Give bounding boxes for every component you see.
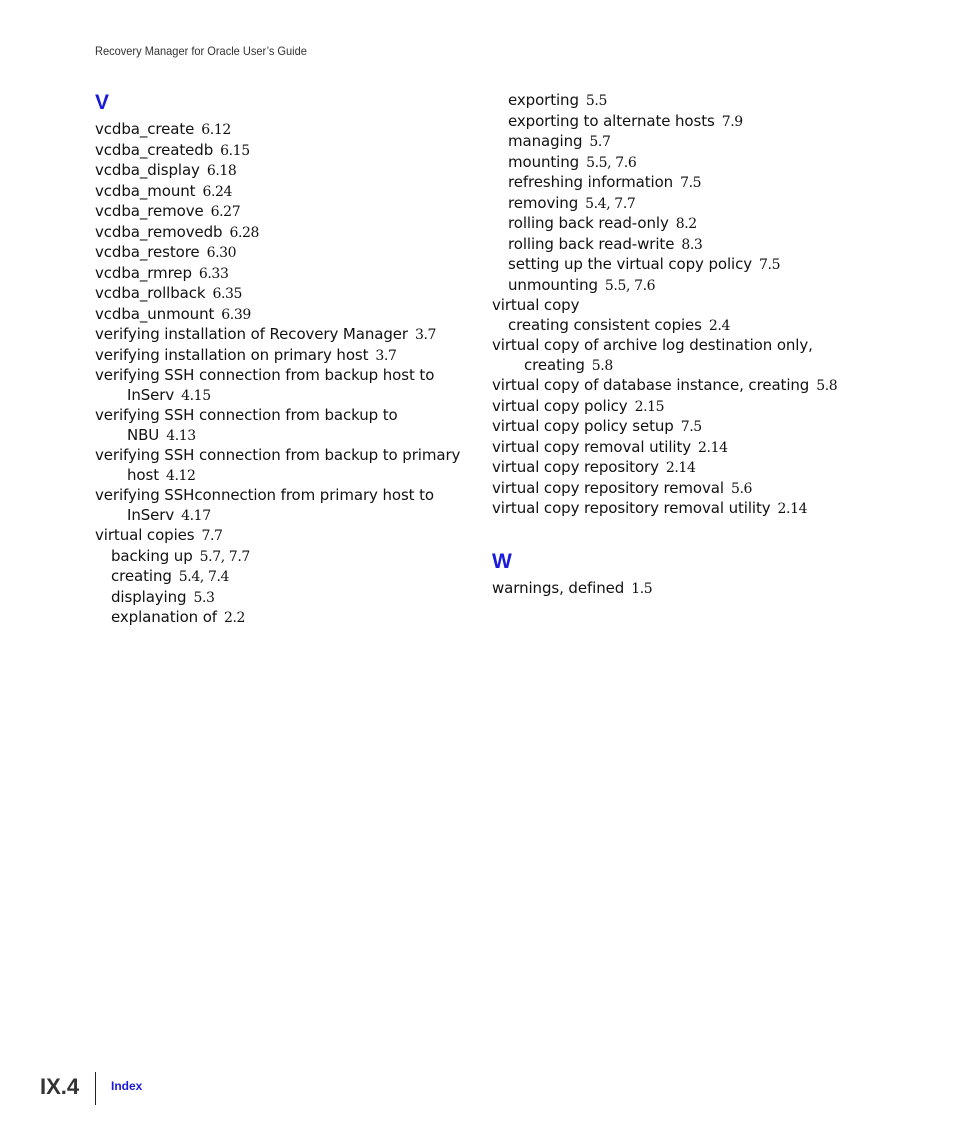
- index-entry: [492, 458, 872, 479]
- page-reference[interactable]: 2.14: [665, 460, 696, 476]
- index-column-left: [95, 91, 475, 629]
- index-entry: [492, 579, 872, 600]
- index-term: managing: [508, 132, 583, 150]
- index-term: warnings, defined: [492, 578, 625, 597]
- index-column-right: [492, 91, 872, 599]
- index-entry: [492, 296, 872, 316]
- page-reference[interactable]: 2.4: [708, 317, 730, 334]
- index-entry: [492, 438, 872, 459]
- index-entry: [95, 366, 475, 386]
- index-entry: [95, 325, 475, 346]
- index-entry: [95, 526, 475, 547]
- index-term: vcdba_removedb: [95, 222, 223, 241]
- index-term: host: [127, 465, 159, 484]
- index-term: virtual copy of database instance, creating: [492, 376, 810, 394]
- page-reference[interactable]: 5.5, 7.6: [586, 154, 637, 171]
- index-entry: [95, 264, 475, 285]
- index-entry: [492, 214, 872, 235]
- index-term: virtual copy policy setup: [492, 417, 674, 435]
- index-entry: [95, 223, 475, 244]
- page-reference[interactable]: 4.12: [165, 467, 196, 484]
- page-reference[interactable]: 6.33: [198, 265, 229, 282]
- index-term: verifying SSH connection from backup to primary: [95, 446, 461, 464]
- index-term: verifying SSHconnection from primary host to: [95, 486, 434, 504]
- index-entry: [492, 479, 872, 500]
- index-term: vcdba_create: [95, 120, 195, 138]
- index-term: InServ: [127, 505, 175, 524]
- page-reference[interactable]: 6.24: [202, 183, 233, 200]
- index-entry: [492, 417, 872, 438]
- index-entry: [95, 567, 475, 588]
- page-reference[interactable]: 7.5: [680, 419, 702, 435]
- index-entry: [95, 346, 475, 367]
- index-letter-heading: W: [492, 549, 512, 573]
- index-term: creating: [524, 355, 585, 374]
- index-term: rolling back read-only: [508, 214, 669, 232]
- index-term: vcdba_rollback: [95, 284, 206, 302]
- index-entry: [492, 153, 872, 174]
- index-entry: [95, 161, 475, 182]
- index-term: exporting to alternate hosts: [508, 111, 715, 130]
- page-reference[interactable]: 5.6: [730, 480, 753, 497]
- index-term: verifying SSH connection from backup host to: [95, 366, 435, 384]
- index-entry: [95, 588, 475, 609]
- index-term: mounting: [508, 152, 580, 171]
- index-term: refreshing information: [508, 173, 674, 191]
- index-term: verifying installation of Recovery Manager: [95, 325, 408, 343]
- page-reference[interactable]: 5.8: [816, 378, 838, 394]
- page-reference[interactable]: 2.15: [634, 398, 665, 415]
- index-entry: [95, 426, 475, 447]
- index-term: InServ: [127, 385, 175, 404]
- index-term: vcdba_createdb: [95, 140, 214, 159]
- page-reference[interactable]: 4.13: [166, 427, 196, 444]
- index-term: removing: [508, 193, 579, 212]
- index-term: vcdba_rmrep: [95, 263, 192, 282]
- page-reference[interactable]: 5.5: [585, 93, 607, 109]
- index-term: exporting: [508, 91, 579, 109]
- page-reference[interactable]: 6.18: [206, 163, 237, 179]
- index-term: vcdba_mount: [95, 181, 196, 200]
- page-reference[interactable]: 7.9: [721, 113, 743, 130]
- page-reference[interactable]: 3.7: [375, 347, 397, 364]
- index-term: virtual copy repository removal: [492, 478, 724, 497]
- running-header: Recovery Manager for Oracle User’s Guide: [95, 44, 307, 58]
- index-entry: [95, 182, 475, 203]
- page-reference[interactable]: 5.3: [193, 589, 215, 606]
- footer-section-label: Index: [111, 1079, 143, 1093]
- index-entry: [95, 141, 475, 162]
- index-entry: [492, 356, 872, 377]
- index-term: virtual copies: [95, 526, 195, 544]
- index-entry: [492, 255, 872, 276]
- index-entry: [492, 376, 872, 397]
- index-entry: [95, 506, 475, 527]
- page-reference[interactable]: 2.14: [777, 501, 808, 517]
- index-entry: [95, 446, 475, 466]
- index-term: vcdba_display: [95, 161, 200, 179]
- index-entry: [95, 386, 475, 407]
- index-entry: [492, 499, 872, 520]
- index-entry: [95, 486, 475, 506]
- index-term: displaying: [111, 587, 187, 606]
- index-term: virtual copy repository: [492, 458, 659, 476]
- index-entry: [492, 132, 872, 153]
- index-term: virtual copy repository removal utility: [492, 499, 771, 517]
- index-entry: [492, 397, 872, 418]
- page-reference[interactable]: 1.5: [631, 580, 653, 597]
- index-entry: [492, 316, 872, 337]
- page-reference[interactable]: 7.5: [680, 175, 702, 191]
- index-entry: [95, 608, 475, 629]
- page-reference[interactable]: 5.5, 7.6: [604, 277, 656, 294]
- index-entry: [492, 194, 872, 215]
- page-reference[interactable]: 4.17: [181, 507, 211, 524]
- page-reference[interactable]: 5.4, 7.4: [178, 569, 230, 585]
- page-reference[interactable]: 4.15: [181, 387, 211, 404]
- index-entry: [95, 243, 475, 264]
- index-entry: [492, 112, 872, 133]
- page-reference[interactable]: 7.7: [201, 528, 223, 544]
- index-term: creating: [111, 567, 172, 585]
- page-reference[interactable]: 6.27: [210, 204, 241, 220]
- index-term: verifying SSH connection from backup to: [95, 406, 398, 424]
- page-reference[interactable]: 6.15: [220, 142, 250, 159]
- index-term: virtual copy policy: [492, 396, 628, 415]
- index-term: NBU: [127, 425, 160, 444]
- page-reference[interactable]: 3.7: [414, 327, 437, 343]
- page-reference[interactable]: 8.3: [681, 236, 703, 253]
- index-term: vcdba_restore: [95, 243, 200, 261]
- page-reference[interactable]: 2.14: [698, 439, 728, 456]
- index-entry: [95, 284, 475, 305]
- footer-divider: [95, 1072, 96, 1105]
- index-entry: [492, 173, 872, 194]
- index-entry: [95, 202, 475, 223]
- index-term: rolling back read-write: [508, 234, 675, 253]
- page-reference[interactable]: 2.2: [223, 610, 246, 626]
- index-entry: [95, 406, 475, 426]
- section-spacer: [492, 520, 872, 550]
- index-entry: [95, 305, 475, 326]
- index-term: unmounting: [508, 275, 598, 294]
- page-reference[interactable]: 8.2: [675, 216, 697, 232]
- index-entry: [492, 276, 872, 297]
- index-term: vcdba_unmount: [95, 304, 215, 323]
- page-reference[interactable]: 6.30: [206, 245, 237, 261]
- index-entry: [492, 91, 872, 112]
- index-entry: [95, 547, 475, 568]
- page-reference[interactable]: 6.28: [229, 224, 260, 241]
- index-entry: [95, 120, 475, 141]
- page-reference[interactable]: 6.35: [212, 286, 243, 302]
- page-reference[interactable]: 6.39: [221, 306, 251, 323]
- index-term: virtual copy of archive log destination only,: [492, 336, 813, 354]
- page-number: IX.4: [40, 1074, 80, 1099]
- index-entry: [95, 466, 475, 487]
- index-entry: [492, 235, 872, 256]
- index-term: virtual copy: [492, 296, 580, 314]
- index-term: virtual copy removal utility: [492, 437, 692, 456]
- page-reference[interactable]: 5.8: [591, 357, 613, 374]
- index-term: explanation of: [111, 608, 217, 626]
- index-term: vcdba_remove: [95, 202, 204, 220]
- page-reference[interactable]: 7.5: [759, 257, 781, 273]
- page-reference[interactable]: 5.7: [589, 134, 611, 150]
- page-reference[interactable]: 6.12: [201, 122, 231, 138]
- index-term: creating consistent copies: [508, 315, 702, 334]
- index-term: setting up the virtual copy policy: [508, 255, 753, 273]
- index-letter-heading: V: [95, 91, 110, 114]
- index-term: verifying installation on primary host: [95, 345, 369, 364]
- index-term: backing up: [111, 546, 193, 565]
- page-reference[interactable]: 5.4, 7.7: [585, 195, 636, 212]
- page-reference[interactable]: 5.7, 7.7: [199, 548, 250, 565]
- index-entry: [492, 336, 872, 356]
